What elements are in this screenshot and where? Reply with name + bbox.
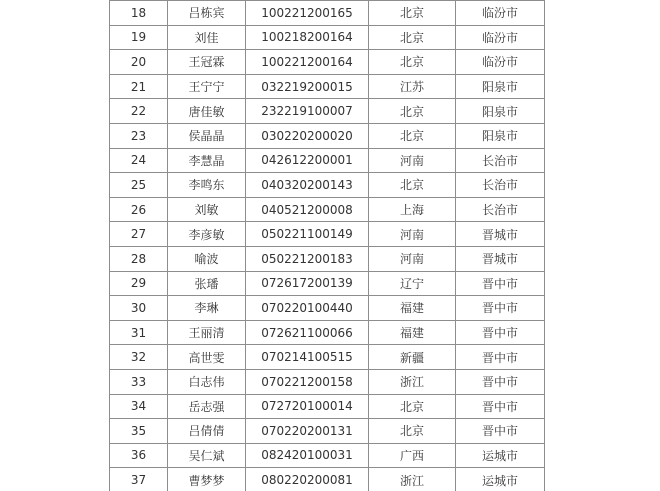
name-cell: 岳志强: [168, 394, 246, 419]
id-cell: 050221100149: [246, 222, 369, 247]
city-cell: 晋中市: [456, 419, 545, 444]
row-number-cell: 31: [110, 320, 168, 345]
id-cell: 232219100007: [246, 99, 369, 124]
row-number-cell: 18: [110, 1, 168, 26]
id-cell: 072621100066: [246, 320, 369, 345]
city-cell: 长治市: [456, 197, 545, 222]
city-cell: 阳泉市: [456, 99, 545, 124]
row-number-cell: 19: [110, 25, 168, 50]
table-row: [110, 173, 545, 198]
city-cell: 临汾市: [456, 50, 545, 75]
name-cell: 高世雯: [168, 345, 246, 370]
city-cell: 临汾市: [456, 25, 545, 50]
id-cell: 100221200165: [246, 1, 369, 26]
id-cell: 080220200081: [246, 468, 369, 491]
province-cell: 北京: [369, 25, 456, 50]
name-cell: 李琳: [168, 296, 246, 321]
row-number-cell: 26: [110, 197, 168, 222]
city-cell: 阳泉市: [456, 74, 545, 99]
table-row: [110, 74, 545, 99]
table-row: [110, 443, 545, 468]
table-row: [110, 246, 545, 271]
province-cell: 广西: [369, 443, 456, 468]
city-cell: 晋城市: [456, 246, 545, 271]
name-cell: 吕倩倩: [168, 419, 246, 444]
name-cell: 曹梦梦: [168, 468, 246, 491]
table-row: [110, 394, 545, 419]
city-cell: 晋中市: [456, 320, 545, 345]
city-cell: 运城市: [456, 443, 545, 468]
table-row: [110, 50, 545, 75]
table-row: [110, 1, 545, 26]
table-row: [110, 419, 545, 444]
province-cell: 北京: [369, 1, 456, 26]
name-cell: 李慧晶: [168, 148, 246, 173]
name-cell: 张璠: [168, 271, 246, 296]
province-cell: 北京: [369, 50, 456, 75]
row-number-cell: 25: [110, 173, 168, 198]
table-row: [110, 25, 545, 50]
row-number-cell: 32: [110, 345, 168, 370]
table-row: [110, 271, 545, 296]
city-cell: 晋中市: [456, 271, 545, 296]
id-cell: 070220200131: [246, 419, 369, 444]
table-row: [110, 345, 545, 370]
province-cell: 河南: [369, 222, 456, 247]
id-cell: 100218200164: [246, 25, 369, 50]
city-cell: 临汾市: [456, 1, 545, 26]
id-cell: 032219200015: [246, 74, 369, 99]
id-cell: 082420100031: [246, 443, 369, 468]
province-cell: 河南: [369, 148, 456, 173]
id-cell: 030220200020: [246, 123, 369, 148]
province-cell: 浙江: [369, 468, 456, 491]
province-cell: 北京: [369, 394, 456, 419]
province-cell: 新疆: [369, 345, 456, 370]
province-cell: 上海: [369, 197, 456, 222]
name-cell: 吕栋宾: [168, 1, 246, 26]
row-number-cell: 37: [110, 468, 168, 491]
table-row: [110, 197, 545, 222]
table-row: [110, 148, 545, 173]
name-cell: 唐佳敏: [168, 99, 246, 124]
row-number-cell: 34: [110, 394, 168, 419]
id-cell: 100221200164: [246, 50, 369, 75]
row-number-cell: 30: [110, 296, 168, 321]
province-cell: 浙江: [369, 369, 456, 394]
name-cell: 喻波: [168, 246, 246, 271]
city-cell: 阳泉市: [456, 123, 545, 148]
city-cell: 晋中市: [456, 394, 545, 419]
row-number-cell: 24: [110, 148, 168, 173]
id-cell: 050221200183: [246, 246, 369, 271]
city-cell: 晋中市: [456, 345, 545, 370]
row-number-cell: 20: [110, 50, 168, 75]
row-number-cell: 22: [110, 99, 168, 124]
province-cell: 北京: [369, 173, 456, 198]
row-number-cell: 23: [110, 123, 168, 148]
name-cell: 刘佳: [168, 25, 246, 50]
id-cell: 072617200139: [246, 271, 369, 296]
row-number-cell: 36: [110, 443, 168, 468]
province-cell: 北京: [369, 123, 456, 148]
table-row: [110, 123, 545, 148]
id-cell: 072720100014: [246, 394, 369, 419]
id-cell: 042612200001: [246, 148, 369, 173]
name-cell: 侯晶晶: [168, 123, 246, 148]
name-cell: 李鸣东: [168, 173, 246, 198]
table-row: [110, 320, 545, 345]
row-number-cell: 35: [110, 419, 168, 444]
province-cell: 北京: [369, 419, 456, 444]
province-cell: 福建: [369, 296, 456, 321]
name-cell: 吴仁斌: [168, 443, 246, 468]
row-number-cell: 33: [110, 369, 168, 394]
city-cell: 长治市: [456, 173, 545, 198]
province-cell: 北京: [369, 99, 456, 124]
city-cell: 晋中市: [456, 296, 545, 321]
table-row: [110, 99, 545, 124]
city-cell: 运城市: [456, 468, 545, 491]
province-cell: 福建: [369, 320, 456, 345]
id-cell: 070221200158: [246, 369, 369, 394]
name-cell: 李彦敏: [168, 222, 246, 247]
row-number-cell: 29: [110, 271, 168, 296]
id-cell: 070214100515: [246, 345, 369, 370]
city-cell: 晋城市: [456, 222, 545, 247]
city-cell: 晋中市: [456, 369, 545, 394]
id-cell: 040521200008: [246, 197, 369, 222]
row-number-cell: 21: [110, 74, 168, 99]
city-cell: 长治市: [456, 148, 545, 173]
name-cell: 王丽清: [168, 320, 246, 345]
id-cell: 070220100440: [246, 296, 369, 321]
table-row: [110, 222, 545, 247]
table-row: [110, 468, 545, 491]
candidate-table: [109, 0, 545, 491]
name-cell: 刘敏: [168, 197, 246, 222]
name-cell: 王冠霖: [168, 50, 246, 75]
table-row: [110, 369, 545, 394]
id-cell: 040320200143: [246, 173, 369, 198]
province-cell: 江苏: [369, 74, 456, 99]
province-cell: 辽宁: [369, 271, 456, 296]
name-cell: 白志伟: [168, 369, 246, 394]
row-number-cell: 28: [110, 246, 168, 271]
province-cell: 河南: [369, 246, 456, 271]
table-row: [110, 296, 545, 321]
row-number-cell: 27: [110, 222, 168, 247]
name-cell: 王宁宁: [168, 74, 246, 99]
